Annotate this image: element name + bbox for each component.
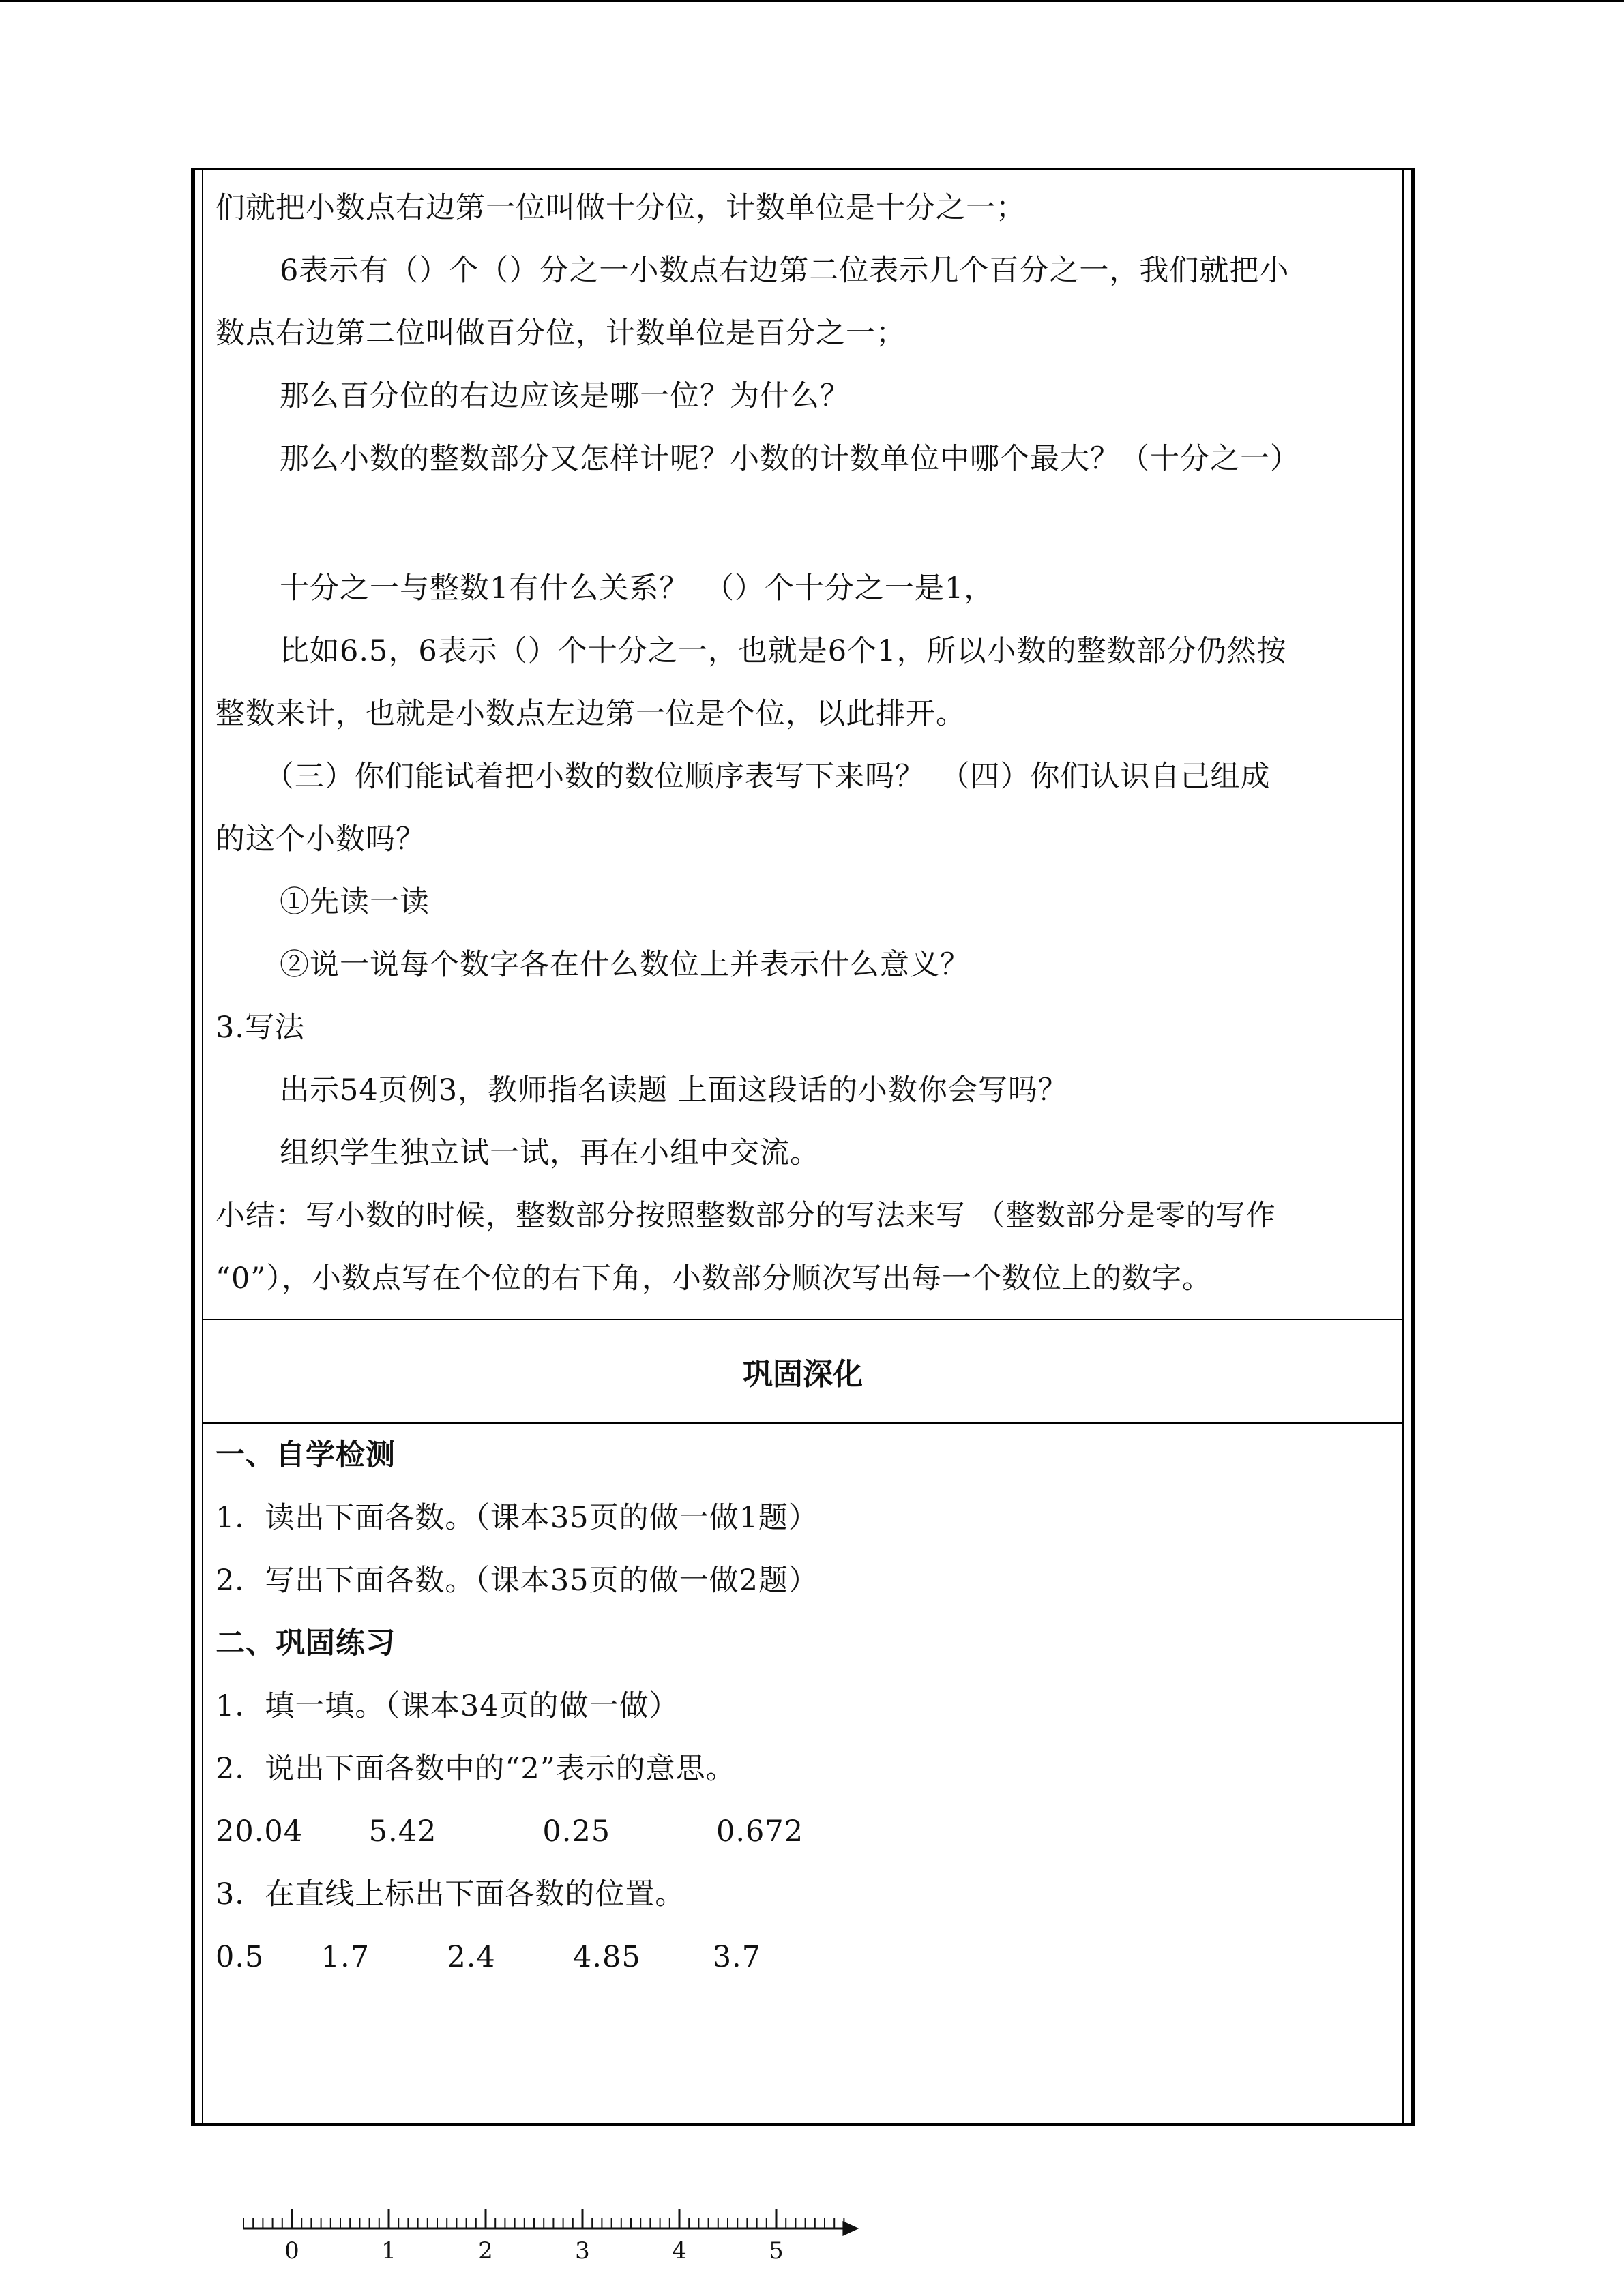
number-item: 1.7: [321, 1940, 370, 1974]
self-check-heading: 一、自学检测: [216, 1438, 396, 1472]
number-list: [216, 1800, 803, 1863]
text-line: 那么小数的整数部分又怎样计呢？小数的计数单位中哪个最大？（十分之一）: [280, 442, 1300, 476]
exercise-line: 3．在直线上标出下面各数的位置。: [216, 1877, 685, 1911]
exercise-section: [203, 1424, 1402, 2265]
consolidation-heading-row: [203, 1320, 1402, 1424]
number-item: 20.04: [216, 1815, 304, 1849]
number-item: 4.85: [573, 1940, 641, 1974]
number-item: 3.7: [712, 1940, 762, 1974]
section-heading: 巩固深化: [743, 1357, 863, 1392]
number-line-label: 2: [478, 2237, 493, 2265]
text-line: 出示54页例3，教师指名读题 上面这段话的小数你会写吗？: [280, 1073, 1068, 1107]
exercise-line: 1．读出下面各数。（课本35页的做一做1题）: [216, 1501, 818, 1535]
text-line: ①先读一读: [280, 885, 430, 919]
text-line: 的这个小数吗？: [216, 822, 426, 856]
lesson-table: [191, 168, 1415, 2265]
number-line-label: 1: [381, 2237, 396, 2265]
text-line: 6表示有（）个（）分之一小数点右边第二位表示几个百分之一，我们就把小: [280, 254, 1290, 288]
number-line-label: 0: [284, 2237, 299, 2265]
text-line: 比如6.5，6表示（）个十分之一，也就是6个1，所以小数的整数部分仍然按: [280, 634, 1287, 668]
text-line: 们就把小数点右边第一位叫做十分位，计数单位是十分之一；: [216, 191, 1026, 225]
exercise-line: 1．填一填。（课本34页的做一做）: [216, 1689, 679, 1723]
text-line: “0”），小数点写在个位的右下角，小数部分顺次写出每一个数位上的数字。: [216, 1262, 1212, 1296]
teaching-process-section: [203, 170, 1402, 1320]
text-line: ②说一说每个数字各在什么数位上并表示什么意义？: [280, 948, 970, 982]
number-line: [203, 2181, 1090, 2290]
number-list: [216, 1926, 761, 1988]
number-line-label: 3: [575, 2237, 590, 2265]
top-rule: [0, 0, 1624, 2]
number-item: 2.4: [447, 1940, 496, 1974]
text-line: 那么百分位的右边应该是哪一位？为什么？: [280, 379, 850, 413]
text-line: 3.写法: [216, 1011, 306, 1045]
number-line-arrow: [842, 2221, 859, 2236]
table-inner-border: [202, 170, 1404, 2265]
text-line: 十分之一与整数1有什么关系？ （）个十分之一是1，: [280, 571, 994, 606]
exercise-line: 2．说出下面各数中的“2”表示的意思。: [216, 1752, 736, 1786]
text-line: （三）你们能试着把小数的数位顺序表写下来吗？ （四）你们认识自己组成: [265, 760, 1271, 794]
text-line: 数点右边第二位叫做百分位，计数单位是百分之一；: [216, 316, 906, 351]
text-line: 组织学生独立试一试，再在小组中交流。: [280, 1136, 820, 1170]
text-line: 小结：写小数的时候，整数部分按照整数部分的写法来写 （整数部分是零的写作: [216, 1199, 1276, 1233]
number-item: 0.5: [216, 1940, 265, 1974]
practice-heading: 二、巩固练习: [216, 1626, 396, 1660]
number-line-label: 5: [769, 2237, 784, 2265]
exercise-line: 2．写出下面各数。（课本35页的做一做2题）: [216, 1564, 818, 1598]
number-item: 0.672: [716, 1815, 804, 1849]
number-item: 0.25: [542, 1815, 611, 1849]
number-item: 5.42: [368, 1815, 437, 1849]
text-line: 整数来计，也就是小数点左边第一位是个位，以此排开。: [216, 697, 966, 731]
number-line-label: 4: [672, 2237, 687, 2265]
